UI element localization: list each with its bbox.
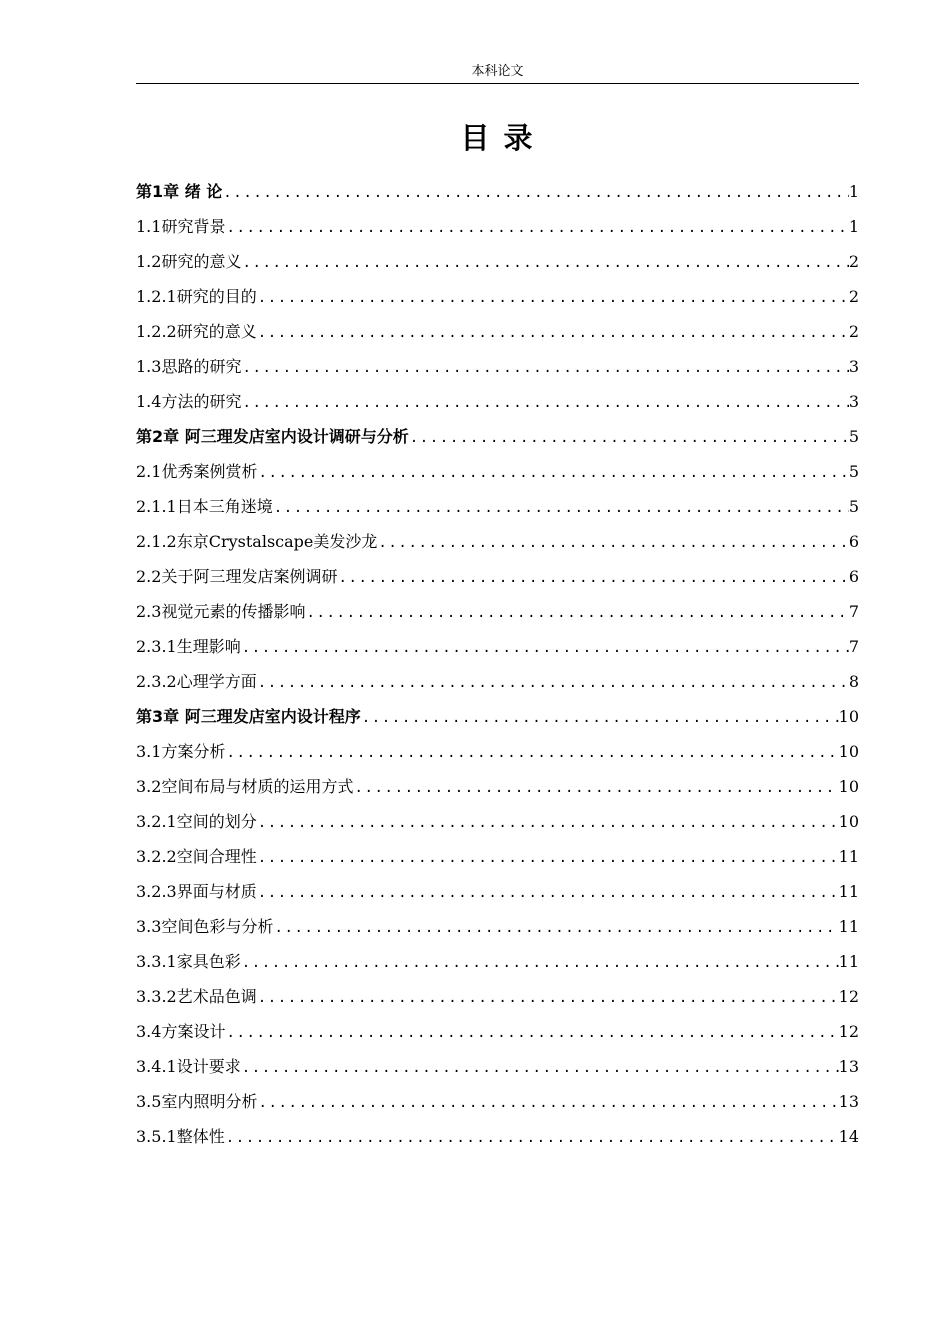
toc-entry-label: 3.2空间布局与材质的运用方式 [136, 777, 354, 796]
toc-entry-label: 3.3.1家具色彩 [136, 952, 241, 971]
toc-entry[interactable] [136, 804, 859, 839]
toc-entry-label: 2.1.2东京Crystalscape美发沙龙 [136, 532, 378, 551]
toc-page-number: 12 [838, 987, 859, 1006]
toc-entry[interactable] [136, 1084, 859, 1119]
toc-page-number: 8 [848, 672, 859, 691]
toc-page-number: 10 [838, 742, 859, 761]
toc-entry-label: 1.3思路的研究 [136, 357, 242, 376]
toc-dot-leader [225, 736, 838, 769]
toc-page-number: 11 [838, 917, 859, 936]
toc-entry[interactable] [136, 244, 859, 279]
toc-entry-label: 3.5.1整体性 [136, 1127, 225, 1146]
toc-entry[interactable] [136, 524, 859, 559]
toc-page-number: 3 [848, 392, 859, 411]
toc-entry-label: 3.4.1设计要求 [136, 1057, 241, 1076]
toc-entry-label: 2.3.2心理学方面 [136, 672, 257, 691]
toc-dot-leader [225, 211, 848, 244]
toc-title: 目 录 [460, 121, 535, 155]
toc-entry[interactable] [136, 909, 859, 944]
toc-page-number: 13 [838, 1057, 859, 1076]
toc-entry[interactable] [136, 839, 859, 874]
toc-page-number: 3 [848, 357, 859, 376]
toc-page-number: 10 [838, 812, 859, 831]
toc-dot-leader [241, 631, 849, 664]
toc-entry[interactable] [136, 1049, 859, 1084]
toc-list [136, 174, 859, 1154]
toc-entry[interactable] [136, 664, 859, 699]
toc-entry-label: 3.2.1空间的划分 [136, 812, 257, 831]
toc-entry[interactable] [136, 874, 859, 909]
toc-entry-label: 第2章 阿三理发店室内设计调研与分析 [136, 427, 409, 446]
toc-entry-label: 第1章 绪 论 [136, 182, 223, 201]
toc-dot-leader [257, 456, 848, 489]
toc-entry-label: 3.2.2空间合理性 [136, 847, 257, 866]
toc-page-number: 1 [848, 182, 859, 201]
toc-page-number: 1 [848, 217, 859, 236]
toc-dot-leader [337, 561, 848, 594]
toc-entry-label: 第3章 阿三理发店室内设计程序 [136, 707, 361, 726]
toc-entry[interactable] [136, 1119, 859, 1154]
toc-dot-leader [241, 246, 848, 279]
toc-page-number: 11 [838, 847, 859, 866]
toc-page-number: 11 [838, 882, 859, 901]
toc-entry[interactable] [136, 769, 859, 804]
toc-dot-leader [225, 1016, 838, 1049]
toc-entry[interactable] [136, 489, 859, 524]
toc-entry[interactable] [136, 559, 859, 594]
toc-entry-label: 1.2.2研究的意义 [136, 322, 257, 341]
toc-dot-leader [377, 526, 848, 559]
header-rule [136, 83, 859, 84]
toc-page-number: 12 [838, 1022, 859, 1041]
toc-entry-label: 2.3.1生理影响 [136, 637, 241, 656]
toc-entry-label: 1.2研究的意义 [136, 252, 242, 271]
toc-dot-leader [361, 701, 839, 734]
toc-entry[interactable] [136, 1014, 859, 1049]
toc-entry-label: 3.3空间色彩与分析 [136, 917, 274, 936]
toc-dot-leader [222, 176, 849, 209]
toc-page-number: 2 [848, 322, 859, 341]
toc-entry-label: 3.3.2艺术品色调 [136, 987, 257, 1006]
toc-entry[interactable] [136, 454, 859, 489]
toc-entry[interactable] [136, 944, 859, 979]
toc-dot-leader [257, 316, 849, 349]
toc-dot-leader [273, 911, 838, 944]
toc-page-number: 2 [848, 252, 859, 271]
running-header: 本科论文 [471, 64, 524, 79]
toc-page-number: 5 [848, 497, 859, 516]
toc-dot-leader [257, 876, 839, 909]
toc-entry[interactable] [136, 594, 859, 629]
toc-entry-label: 2.1优秀案例赏析 [136, 462, 258, 481]
toc-chapter-entry[interactable] [136, 174, 859, 209]
toc-chapter-entry[interactable] [136, 419, 859, 454]
toc-entry-label: 2.2关于阿三理发店案例调研 [136, 567, 338, 586]
toc-entry[interactable] [136, 279, 859, 314]
toc-entry-label: 3.1方案分析 [136, 742, 226, 761]
toc-entry[interactable] [136, 349, 859, 384]
toc-page-number: 5 [848, 427, 859, 446]
toc-dot-leader [241, 946, 839, 979]
toc-dot-leader [241, 386, 848, 419]
toc-dot-leader [257, 981, 839, 1014]
toc-entry-label: 3.5室内照明分析 [136, 1092, 258, 1111]
toc-page-number: 13 [838, 1092, 859, 1111]
toc-page-number: 6 [848, 567, 859, 586]
toc-entry[interactable] [136, 314, 859, 349]
toc-entry[interactable] [136, 209, 859, 244]
toc-dot-leader [241, 351, 848, 384]
toc-dot-leader [257, 841, 839, 874]
toc-entry-label: 2.3视觉元素的传播影响 [136, 602, 306, 621]
toc-page-number: 7 [848, 602, 859, 621]
toc-entry-label: 3.2.3界面与材质 [136, 882, 257, 901]
toc-entry-label: 1.4方法的研究 [136, 392, 242, 411]
toc-dot-leader [273, 491, 849, 524]
toc-page-number: 5 [848, 462, 859, 481]
toc-entry[interactable] [136, 629, 859, 664]
toc-chapter-entry[interactable] [136, 699, 859, 734]
toc-entry[interactable] [136, 384, 859, 419]
toc-page-number: 14 [838, 1127, 859, 1146]
toc-dot-leader [225, 1121, 839, 1154]
toc-entry-label: 3.4方案设计 [136, 1022, 226, 1041]
toc-entry-label: 2.1.1日本三角迷境 [136, 497, 273, 516]
toc-entry-label: 1.2.1研究的目的 [136, 287, 257, 306]
toc-page-number: 2 [848, 287, 859, 306]
toc-page-number: 11 [838, 952, 859, 971]
toc-dot-leader [257, 1086, 838, 1119]
toc-entry-label: 1.1研究背景 [136, 217, 226, 236]
toc-dot-leader [257, 666, 849, 699]
toc-dot-leader [305, 596, 848, 629]
toc-dot-leader [257, 281, 849, 314]
toc-dot-leader [241, 1051, 839, 1084]
toc-page-number: 10 [838, 707, 859, 726]
toc-page-number: 10 [838, 777, 859, 796]
toc-dot-leader [409, 421, 849, 454]
toc-entry[interactable] [136, 979, 859, 1014]
toc-dot-leader [353, 771, 838, 804]
toc-page-number: 7 [848, 637, 859, 656]
toc-page-number: 6 [848, 532, 859, 551]
toc-entry[interactable] [136, 734, 859, 769]
toc-dot-leader [257, 806, 839, 839]
